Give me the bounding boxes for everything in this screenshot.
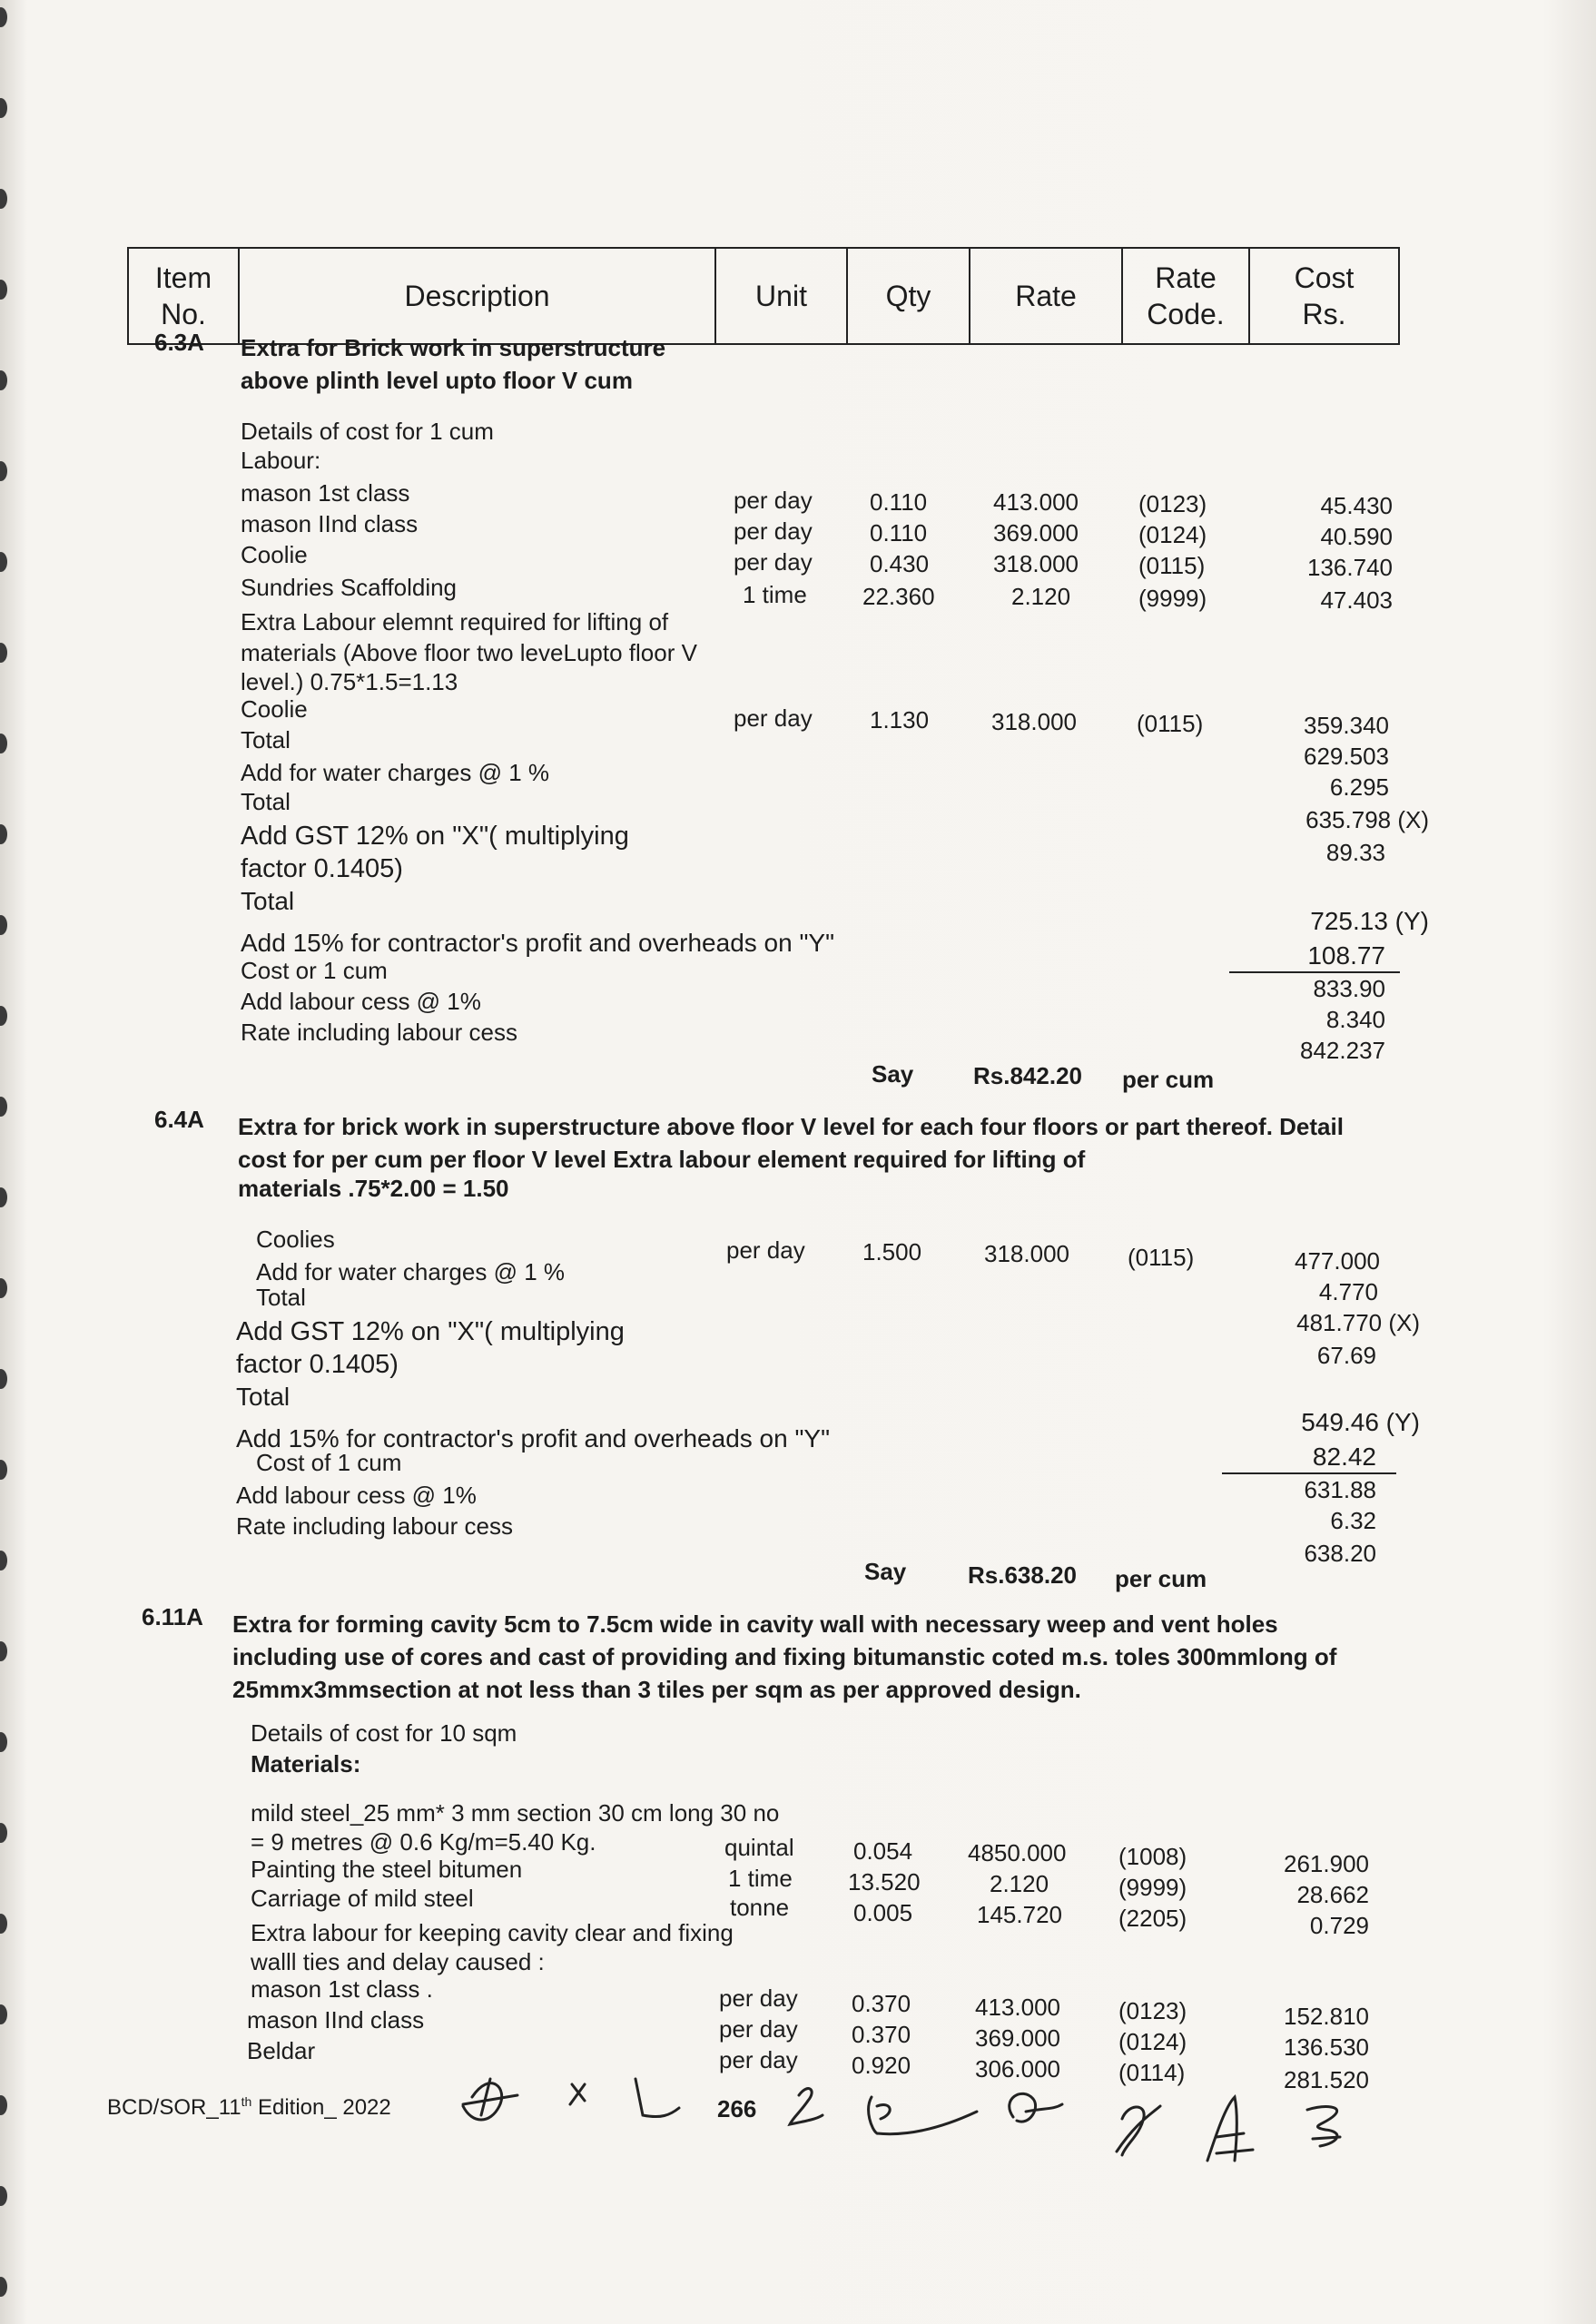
item-title-line1: Extra for forming cavity 5cm to 7.5cm wide in cavity wall with necessary weep and vent holes — [232, 1610, 1278, 1638]
cost-value: 833.90 — [1313, 975, 1385, 1002]
gst-value: 89.33 — [1325, 839, 1385, 866]
header-cost: Cost Rs. — [1294, 261, 1355, 330]
gst-label: Add GST 12% on "X"( multiplying — [241, 822, 629, 851]
extra-labour-line1: Extra Labour elemnt required for lifting of — [241, 608, 669, 635]
total-x-value: 481.770 (X) — [1296, 1309, 1420, 1336]
labour-cess-label: Add labour cess @ 1% — [241, 988, 481, 1015]
say-label: Say — [872, 1060, 914, 1088]
labour-heading: Labour: — [241, 447, 321, 474]
say-value: Rs.842.20 — [973, 1062, 1082, 1089]
total-label: Total — [241, 887, 295, 915]
total-x-value: 635.798 (X) — [1305, 806, 1429, 833]
edition-footer: BCD/SOR_11th Edition_ 2022 — [107, 2094, 391, 2120]
item-title-line2: cost for per cum per floor V level Extra labour element required for lifting of — [238, 1146, 1086, 1173]
materials-heading: Materials: — [251, 1750, 361, 1777]
header-qty: Qty — [848, 249, 970, 343]
rate-incl-cess-label: Rate including labour cess — [236, 1512, 513, 1540]
details-heading: Details of cost for 10 sqm — [251, 1719, 517, 1747]
profit-value: 108.77 — [1307, 941, 1385, 970]
item-title-line1: Extra for brick work in superstructure above floor V level for each four floors or part thereof. Detail — [238, 1113, 1344, 1140]
water-charges-label: Add for water charges @ 1 % — [241, 759, 549, 786]
cost-label: Cost or 1 cum — [241, 957, 388, 984]
water-charges-value: 4.770 — [1318, 1278, 1378, 1305]
header-rate: Rate — [970, 249, 1123, 343]
total-y-value: 725.13 (Y) — [1310, 907, 1429, 935]
header-rate-code: Rate Code. — [1123, 249, 1250, 343]
header-description: Description — [240, 249, 716, 343]
mild-steel-line2: = 9 metres @ 0.6 Kg/m=5.40 Kg. — [251, 1828, 596, 1856]
total-label: Total — [236, 1383, 291, 1411]
rate-incl-cess-label: Rate including labour cess — [241, 1019, 517, 1046]
extra-labour-line2: walll ties and delay caused : — [251, 1948, 545, 1975]
details-heading: Details of cost for 1 cum — [241, 418, 494, 445]
per-cum: per cum — [1122, 1066, 1215, 1093]
total-label: Total — [256, 1284, 306, 1311]
cost-label: Cost of 1 cum — [256, 1449, 402, 1476]
extra-labour-line1: Extra labour for keeping cavity clear and fixing — [251, 1919, 734, 1946]
total-y-value: 549.46 (Y) — [1301, 1408, 1420, 1436]
item-title-line3: materials .75*2.00 = 1.50 — [238, 1175, 509, 1202]
item-title-line2: including use of cores and cast of providing and fixing bitumanstic coted m.s. toles 300mmlong of — [232, 1643, 1337, 1670]
gst-value: 67.69 — [1316, 1342, 1376, 1369]
item-title-line2: above plinth level upto floor V cum — [241, 367, 633, 394]
item-title-line3: 25mmx3mmsection at not less than 3 tiles per sqm as per approved design. — [232, 1676, 1081, 1703]
item-title-line1: Extra for Brick work in superstructure — [241, 334, 666, 361]
item-no-6-3a: 6.3A — [154, 329, 204, 356]
labour-cess-label: Add labour cess @ 1% — [236, 1482, 477, 1509]
profit-value: 82.42 — [1312, 1443, 1376, 1471]
water-charges-value: 6.295 — [1329, 773, 1389, 801]
cost-value: 631.88 — [1304, 1476, 1376, 1503]
labour-cess-value: 8.340 — [1325, 1006, 1385, 1033]
rate-incl-cess-value: 842.237 — [1300, 1037, 1385, 1064]
labour-cess-value: 6.32 — [1330, 1507, 1376, 1534]
header-item-no: Item No. — [129, 249, 240, 343]
gst-label: factor 0.1405) — [236, 1350, 399, 1379]
total-value: 629.503 — [1304, 743, 1389, 770]
gst-label: factor 0.1405) — [241, 854, 403, 883]
mild-steel-line1: mild steel_25 mm* 3 mm section 30 cm long 30 no — [251, 1799, 780, 1827]
water-charges-label: Add for water charges @ 1 % — [256, 1258, 565, 1285]
per-cum: per cum — [1115, 1565, 1207, 1592]
header-unit: Unit — [716, 249, 848, 343]
rate-incl-cess-value: 638.20 — [1304, 1540, 1376, 1567]
say-value: Rs.638.20 — [968, 1561, 1077, 1589]
item-no-6-4a: 6.4A — [154, 1106, 204, 1133]
profit-label: Add 15% for contractor's profit and overheads on "Y" — [236, 1424, 831, 1452]
item-no-6-11a: 6.11A — [142, 1603, 203, 1630]
say-label: Say — [864, 1558, 907, 1585]
extra-labour-line2: materials (Above floor two leveLupto floor V — [241, 639, 697, 666]
total-label: Total — [241, 788, 291, 815]
total-label: Total — [241, 726, 291, 753]
page-number: 266 — [717, 2095, 757, 2122]
extra-labour-line3: level.) 0.75*1.5=1.13 — [241, 668, 458, 695]
gst-label: Add GST 12% on "X"( multiplying — [236, 1317, 625, 1346]
profit-label: Add 15% for contractor's profit and overheads on "Y" — [241, 929, 835, 957]
